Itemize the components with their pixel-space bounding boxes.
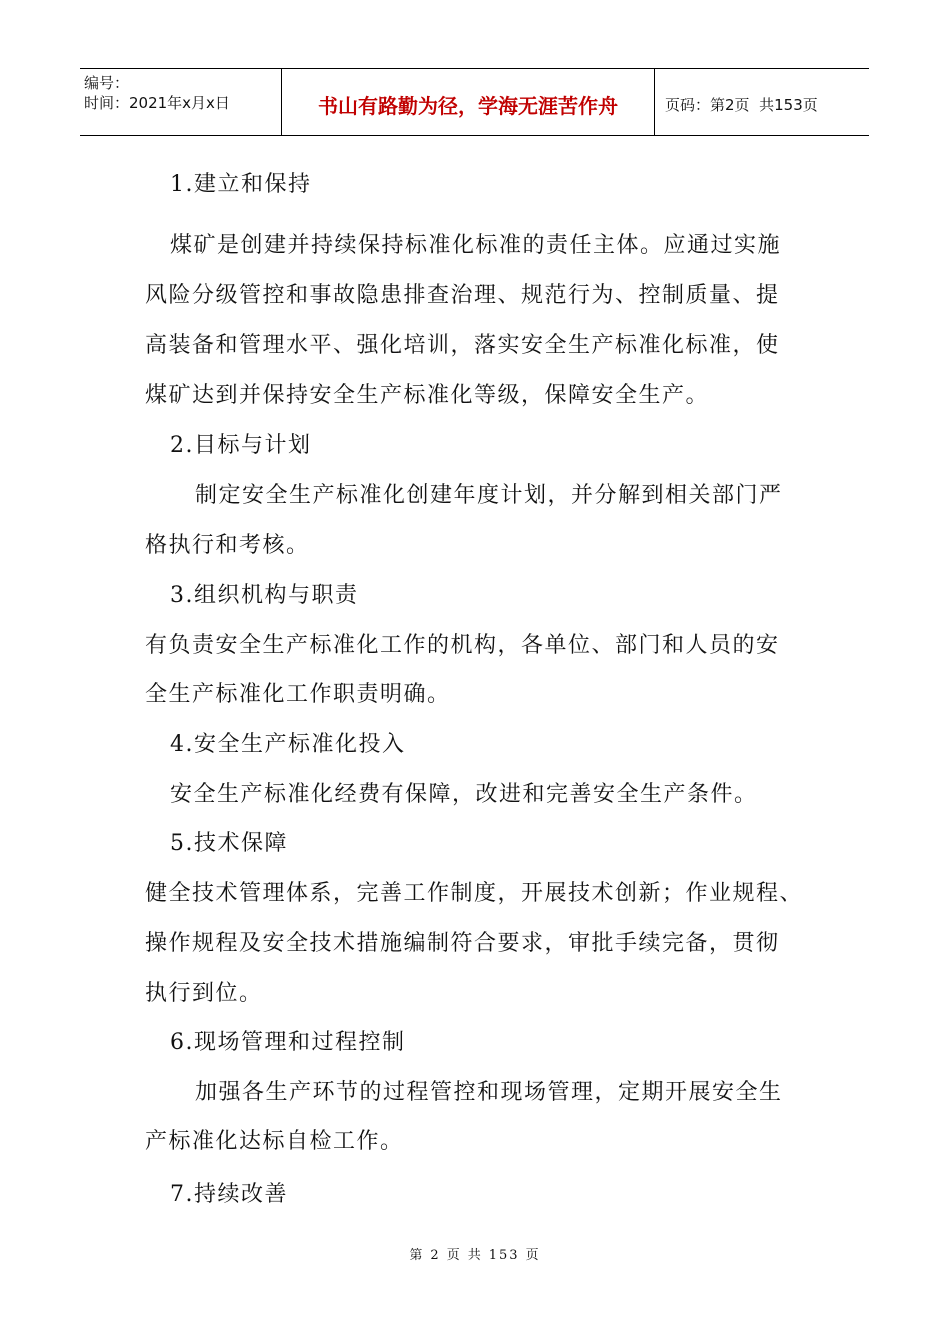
- paragraph-line: 全生产标准化工作职责明确。: [145, 682, 451, 707]
- header-meta: [80, 69, 282, 135]
- page-current: 第2页: [710, 95, 750, 114]
- footer-word: 第: [409, 1248, 425, 1263]
- paragraph-line: 高装备和管理水平、强化培训，落实安全生产标准化标准，使: [145, 333, 780, 358]
- doc-date: 时间：2021年x月x日: [84, 94, 230, 112]
- footer-word: 共: [467, 1248, 483, 1263]
- paragraph-line: 有负责安全生产标准化工作的机构，各单位、部门和人员的安: [145, 633, 780, 658]
- page-total: 共153页: [759, 95, 818, 114]
- section-heading: 6.现场管理和过程控制: [170, 1030, 406, 1055]
- paragraph-line: 健全技术管理体系，完善工作制度，开展技术创新；作业规程、: [145, 881, 804, 906]
- paragraph-line: 格执行和考核。: [145, 533, 310, 558]
- paragraph-line: 操作规程及安全技术措施编制符合要求，审批手续完备，贯彻: [145, 931, 780, 956]
- footer-page-number: 2: [430, 1248, 441, 1263]
- paragraph-line: 煤矿达到并保持安全生产标准化等级，保障安全生产。: [145, 383, 710, 408]
- paragraph-line: 风险分级管控和事故隐患排查治理、规范行为、控制质量、提: [145, 283, 780, 308]
- page-label: 页码：: [665, 95, 711, 114]
- page-footer: [0, 1244, 950, 1263]
- doc-number-label: 编号：: [84, 74, 130, 92]
- section-heading: 4.安全生产标准化投入: [170, 732, 406, 757]
- paragraph-line: 煤矿是创建并持续保持标准化标准的责任主体。应通过实施: [170, 233, 782, 258]
- paragraph-line: 执行到位。: [145, 981, 263, 1006]
- section-heading: 7.持续改善: [170, 1182, 288, 1207]
- footer-word: 页: [446, 1248, 462, 1263]
- header-page-info: [655, 69, 869, 135]
- section-heading: 3.组织机构与职责: [170, 583, 359, 608]
- footer-word: 页: [525, 1248, 541, 1263]
- section-heading: 5.技术保障: [170, 831, 288, 856]
- section-heading: 2.目标与计划: [170, 433, 312, 458]
- paragraph-line: 制定安全生产标准化创建年度计划，并分解到相关部门严: [195, 483, 783, 508]
- page-header: [80, 68, 869, 136]
- paragraph-line: 产标准化达标自检工作。: [145, 1129, 404, 1154]
- footer-total-pages: 153: [488, 1248, 520, 1263]
- header-motto: 书山有路勤为径，学海无涯苦作舟: [282, 69, 655, 135]
- paragraph-line: 加强各生产环节的过程管控和现场管理，定期开展安全生: [195, 1080, 783, 1105]
- paragraph-line: 安全生产标准化经费有保障，改进和完善安全生产条件。: [170, 782, 758, 807]
- section-heading: 1.建立和保持: [170, 172, 312, 197]
